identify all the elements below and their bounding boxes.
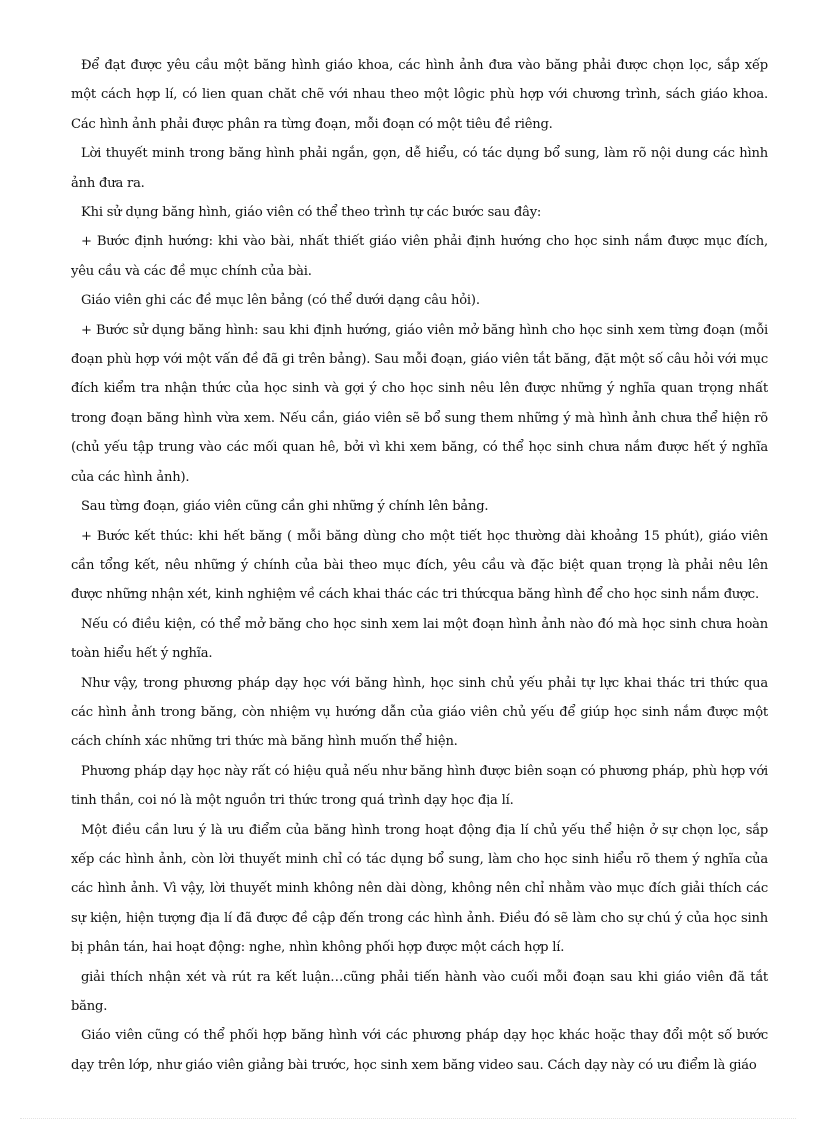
paragraph: Một điều cần lưu ý là ưu điểm của băng hình trong hoạt động địa lí chủ yếu thể hiện ở sự chọn lọc, sắp xếp các hình ảnh, còn lời thuyết minh chỉ có tác dụng bổ sung, làm cho học sinh hiểu rõ them ý nghĩa của các hình ảnh. Vì vậy, lời thuyết minh không nên dài dòng, không nên chỉ nhằm vào mục đích giải thích các sự kiện, hiện tượng địa lí đã được đề cập đến trong các hình ảnh. Điều đó sẽ làm cho sự chú ý của học sinh bị phân tán, hai hoạt động: nghe, nhìn không phối hợp được một cách hợp lí. — [71, 822, 768, 956]
paragraph: Sau từng đoạn, giáo viên cũng cần ghi những ý chính lên bảng. — [81, 499, 489, 515]
page-bottom-divider — [20, 1118, 796, 1119]
paragraph: Giáo viên cũng có thể phối hợp băng hình với các phương pháp dạy học khác hoặc thay đổi một số bước dạy trên lớp, như giáo viên giảng bài trước, học sinh xem băng video sau. Cách dạy này có ưu điểm là giáo — [71, 1028, 768, 1073]
paragraph: Nếu có điều kiện, có thể mở băng cho học sinh xem lai một đoạn hình ảnh nào đó mà học sinh chưa hoàn toàn hiểu hết ý nghĩa. — [71, 616, 768, 662]
paragraph: + Bước sử dụng băng hình: sau khi định hướng, giáo viên mở băng hình cho học sinh xem từng đoạn (mỗi đoạn phù hợp với một vấn đề đã gi trên bảng). Sau mỗi đoạn, giáo viên tắt băng, đặt một số câu hỏi với mục đích kiểm tra nhận thức của học sinh và gợi ý cho học sinh nêu lên được những ý nghĩa quan trọng nhất trong đoạn băng hình vừa xem. Nếu cần, giáo viên sẽ bổ sung them những ý mà hình ảnh chưa thể hiện rõ (chủ yếu tập trung vào các mối quan hê, bởi vì khi xem băng, có thể học sinh chưa nắm được hết ý nghĩa của các hình ảnh). — [71, 322, 768, 485]
paragraph: Giáo viên ghi các đề mục lên bảng (có thể dưới dạng câu hỏi). — [81, 293, 480, 309]
paragraph: + Bước định hướng: khi vào bài, nhất thiết giáo viên phải định hướng cho học sinh nắm được mục đích, yêu cầu và các đề mục chính của bài. — [71, 234, 768, 279]
paragraph: giải thích nhận xét và rút ra kết luận…cũng phải tiến hành vào cuối mỗi đoạn sau khi giáo viên đã tắt băng. — [71, 969, 768, 1014]
document-page — [71, 51, 768, 1080]
paragraph: Khi sử dụng băng hình, giáo viên có thể theo trình tự các bước sau đây: — [81, 205, 542, 221]
paragraph: Phương pháp dạy học này rất có hiệu quả nếu như băng hình được biên soạn có phương pháp, phù hợp với tinh thần, coi nó là một nguồn tri thức trong quá trình dạy học địa lí. — [71, 763, 768, 809]
paragraph: Để đạt được yêu cầu một băng hình giáo khoa, các hình ảnh đưa vào băng phải được chọn lọc, sắp xếp một cách hợp lí, có lien quan chăt chẽ với nhau theo một lôgic phù hợp với chương trình, sách giáo khoa. Các hình ảnh phải được phân ra từng đoạn, mỗi đoạn có một tiêu đề riêng. — [71, 58, 768, 132]
paragraph: Lời thuyết minh trong băng hình phải ngắn, gọn, dễ hiểu, có tác dụng bổ sung, làm rõ nội dung các hình ảnh đưa ra. — [71, 146, 768, 191]
paragraph: Như vậy, trong phương pháp dạy học với băng hình, học sinh chủ yếu phải tự lực khai thác tri thức qua các hình ảnh trong băng, còn nhiệm vụ hướng dẫn của giáo viên chủ yếu để giúp học sinh nắm được một cách chính xác những tri thức mà băng hình muốn thể hiện. — [71, 675, 768, 750]
paragraph: + Bước kết thúc: khi hết băng ( mỗi băng dùng cho một tiết học thường dài khoảng 15 phút), giáo viên cần tổng kết, nêu những ý chính của bài theo mục đích, yêu cầu và đặc biệt quan trọng là phải nêu lên được những nhận xét, kinh nghiệm về cách khai thác các tri thứcqua băng hình để cho học sinh nắm được. — [71, 528, 768, 603]
